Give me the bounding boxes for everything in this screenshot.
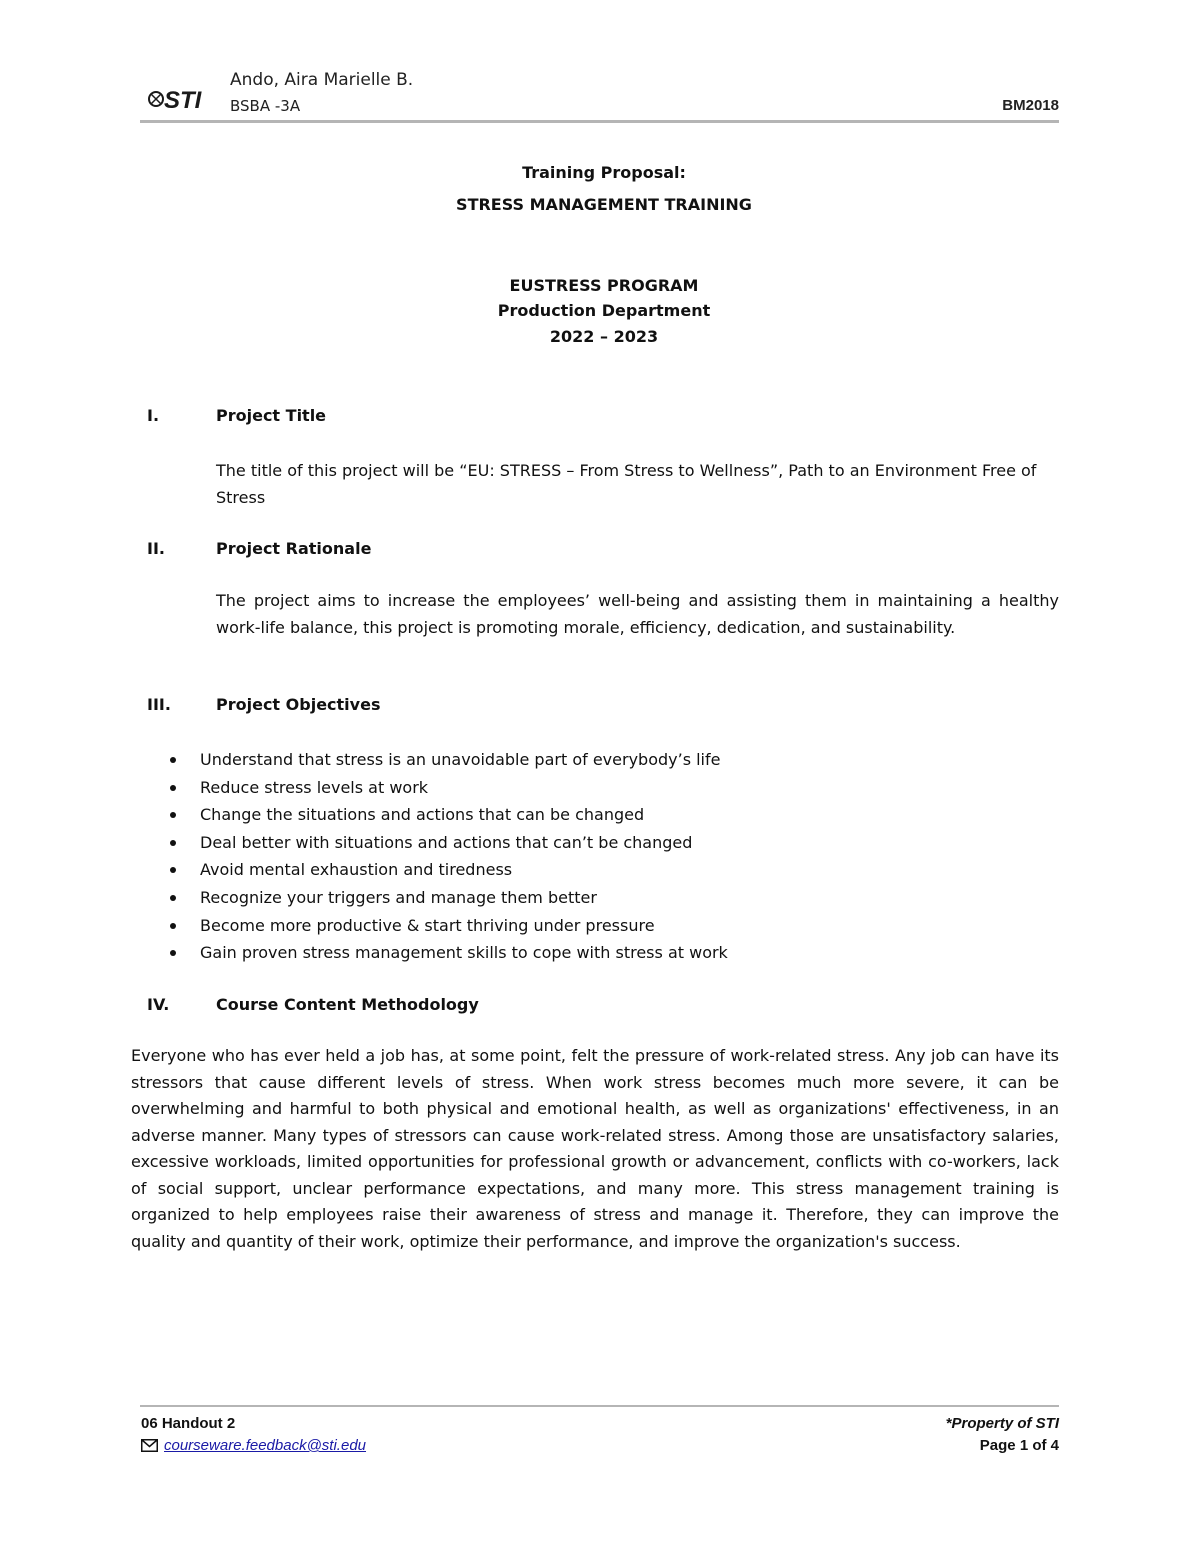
section-number: II. [147,539,165,558]
list-item: Avoid mental exhaustion and tiredness [166,856,728,884]
header-divider [140,120,1059,123]
list-item: Reduce stress levels at work [166,774,728,802]
section-number: IV. [147,995,170,1014]
bullet-icon [170,895,176,901]
bullet-icon [170,923,176,929]
section-body: The project aims to increase the employees’ well-being and assisting them in maintaining a healthy work-life balance, this project is promoting morale, efficiency, dedication, and sustainability. [216,591,1059,637]
bullet-icon [170,785,176,791]
section-title: Project Rationale [216,539,372,558]
list-item: Change the situations and actions that can be changed [166,801,728,829]
sti-logo [148,84,206,114]
section-number: III. [147,695,171,714]
section-number: I. [147,406,160,425]
list-item: Gain proven stress management skills to cope with stress at work [166,939,728,967]
bullet-icon [170,840,176,846]
bullet-icon [170,812,176,818]
page-number: Page 1 of 4 [979,1437,1059,1454]
student-name: Ando, Aira Marielle B. [230,70,414,90]
proposal-title: STRESS MANAGEMENT TRAINING [456,195,752,214]
course-code: BM2018 [1002,97,1059,114]
list-item: Understand that stress is an unavoidable part of everybody’s life [166,746,728,774]
bullet-icon [170,867,176,873]
program-year: 2022 – 2023 [549,327,659,346]
section-body: Everyone who has ever held a job has, at some point, felt the pressure of work-related stress. Any job can have its stressors that cause different levels of stress. When work stress becomes much more severe, it can be overwhelming and harmful to both physical and emotional health, as well as organizations' effectiveness, in an adverse manner. Many types of stressors can cause work-related stress. Among those are unsatisfactory salaries, excessive workloads, limited opportunities for professional growth or advancement, conflicts with co-workers, lack of social support, unclear performance expectations, and many more. This stress management training is organized to help employees raise their awareness of stress and manage it. Therefore, they can improve the quality and quantity of their work, optimize their performance, and improve the organization's success. [131,1046,1059,1251]
section-body: The title of this project will be “EU: STRESS – From Stress to Wellness”, Path to an Environment Free of Stress [216,461,1037,507]
list-item: Deal better with situations and actions that can’t be changed [166,829,728,857]
program-name: EUSTRESS PROGRAM [509,276,699,295]
section-title: Course Content Methodology [216,995,479,1014]
feedback-email-link[interactable]: courseware.feedback@sti.edu [164,1437,367,1454]
section-title: Project Objectives [216,695,381,714]
bullet-icon [170,950,176,956]
list-item: Become more productive & start thriving under pressure [166,912,728,940]
property-notice: *Property of STI [945,1415,1059,1432]
student-section: BSBA -3A [230,97,301,115]
svg-text:STI: STI [164,87,202,114]
envelope-icon [141,1439,158,1452]
objectives-list [166,746,728,967]
feedback-email [141,1437,366,1454]
proposal-label: Training Proposal: [522,163,686,182]
list-item: Recognize your triggers and manage them better [166,884,728,912]
section-title: Project Title [216,406,327,425]
department-name: Production Department [497,301,711,320]
footer-divider [140,1405,1059,1407]
bullet-icon [170,757,176,763]
handout-label: 06 Handout 2 [141,1415,236,1432]
